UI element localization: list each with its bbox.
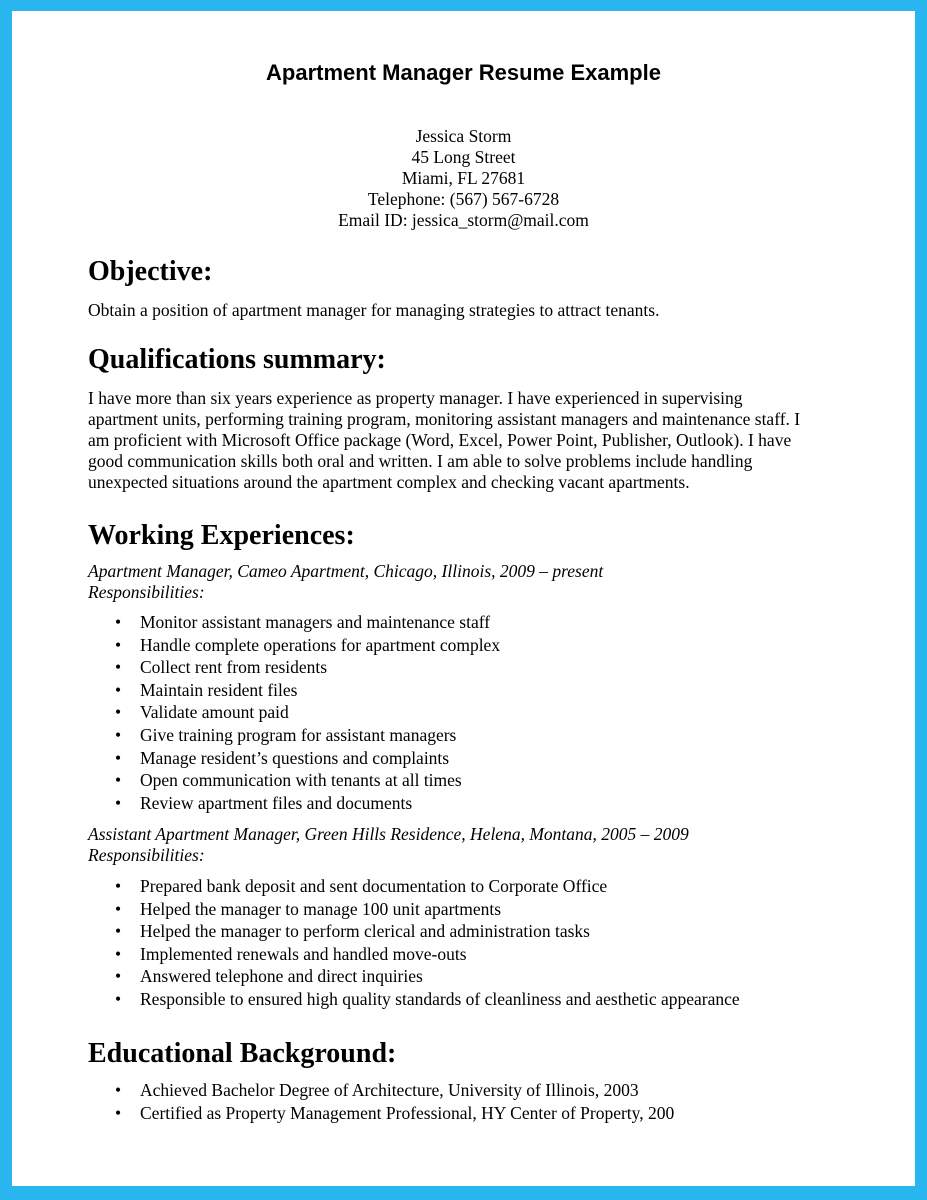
bullet: • bbox=[115, 966, 122, 987]
experience-heading: Working Experiences: bbox=[88, 520, 355, 551]
job-1-responsibilities-list bbox=[88, 611, 500, 814]
qualifications-heading: Qualifications summary: bbox=[88, 344, 386, 375]
contact-city: Miami, FL 27681 bbox=[401, 168, 526, 188]
qualifications-text bbox=[88, 388, 888, 493]
qualifications-line: I have more than six years experience as property manager. I have experienced in supervising bbox=[88, 388, 743, 408]
education-list bbox=[88, 1079, 674, 1124]
list-item bbox=[88, 724, 500, 747]
list-item bbox=[88, 701, 500, 724]
list-item bbox=[88, 943, 740, 966]
bullet: • bbox=[115, 679, 122, 700]
list-item-text: Review apartment files and documents bbox=[140, 792, 413, 813]
bullet: • bbox=[115, 1102, 122, 1123]
list-item-text: Implemented renewals and handled move-outs bbox=[140, 943, 467, 964]
list-item-text: Give training program for assistant managers bbox=[140, 724, 457, 745]
list-item bbox=[88, 1102, 674, 1125]
job-2-responsibilities-list bbox=[88, 875, 740, 1011]
list-item bbox=[88, 898, 740, 921]
bullet: • bbox=[115, 876, 122, 896]
bullet: • bbox=[115, 988, 122, 1009]
bullet: • bbox=[115, 657, 122, 678]
job-2-header bbox=[88, 824, 689, 866]
objective-text: Obtain a position of apartment manager for managing strategies to attract tenants. bbox=[88, 300, 660, 320]
page-title: Apartment Manager Resume Example bbox=[266, 60, 661, 85]
bullet: • bbox=[115, 612, 122, 632]
bullet: • bbox=[115, 792, 122, 813]
list-item bbox=[88, 988, 740, 1011]
bullet: • bbox=[115, 921, 122, 942]
contact-email: Email ID: jessica_storm@mail.com bbox=[338, 210, 589, 230]
contact-name: Jessica Storm bbox=[415, 126, 512, 146]
bullet: • bbox=[115, 702, 122, 723]
list-item bbox=[88, 792, 500, 815]
list-item bbox=[88, 611, 500, 634]
list-item bbox=[88, 875, 740, 898]
bullet: • bbox=[115, 943, 122, 964]
list-item-text: Prepared bank deposit and sent documentation to Corporate Office bbox=[140, 876, 608, 896]
list-item bbox=[88, 1079, 674, 1102]
list-item bbox=[88, 747, 500, 770]
job-1-title: Apartment Manager, Cameo Apartment, Chicago, Illinois, 2009 – present bbox=[88, 561, 604, 581]
list-item-text: Helped the manager to perform clerical and administration tasks bbox=[140, 921, 590, 942]
education-heading: Educational Background: bbox=[88, 1038, 397, 1069]
bullet: • bbox=[115, 747, 122, 768]
objective-heading: Objective: bbox=[88, 256, 213, 287]
bullet: • bbox=[115, 898, 122, 919]
list-item-text: Achieved Bachelor Degree of Architecture, University of Illinois, 2003 bbox=[140, 1080, 639, 1100]
qualifications-line: am proficient with Microsoft Office package (Word, Excel, Power Point, Publisher, Outlook). I have bbox=[88, 430, 792, 450]
contact-block bbox=[0, 126, 927, 231]
list-item-text: Validate amount paid bbox=[140, 702, 289, 723]
list-item bbox=[88, 920, 740, 943]
list-item-text: Certified as Property Management Professional, HY Center of Property, 200 bbox=[140, 1102, 675, 1123]
list-item-text: Responsible to ensured high quality standards of cleanliness and aesthetic appearance bbox=[140, 988, 740, 1009]
list-item bbox=[88, 634, 500, 657]
bullet: • bbox=[115, 724, 122, 745]
list-item bbox=[88, 679, 500, 702]
list-item-text: Open communication with tenants at all times bbox=[140, 770, 462, 791]
list-item-text: Collect rent from residents bbox=[140, 657, 328, 678]
contact-street: 45 Long Street bbox=[411, 147, 516, 167]
job-1-responsibilities-label: Responsibilities: bbox=[88, 582, 205, 602]
list-item-text: Helped the manager to manage 100 unit apartments bbox=[140, 898, 502, 919]
list-item-text: Maintain resident files bbox=[140, 679, 298, 700]
list-item-text: Answered telephone and direct inquiries bbox=[140, 966, 423, 987]
list-item bbox=[88, 656, 500, 679]
list-item-text: Monitor assistant managers and maintenance staff bbox=[140, 612, 491, 632]
qualifications-line: apartment units, performing training program, monitoring assistant managers and maintenance staff. I bbox=[88, 409, 801, 429]
list-item bbox=[88, 965, 740, 988]
bullet: • bbox=[115, 1080, 122, 1100]
bullet: • bbox=[115, 770, 122, 791]
qualifications-line: unexpected situations around the apartment complex and checking vacant apartments. bbox=[88, 472, 690, 492]
job-1-header bbox=[88, 561, 603, 603]
list-item-text: Handle complete operations for apartment complex bbox=[140, 634, 501, 655]
job-2-responsibilities-label: Responsibilities: bbox=[88, 845, 205, 865]
bullet: • bbox=[115, 634, 122, 655]
list-item-text: Manage resident’s questions and complaints bbox=[140, 747, 450, 768]
job-2-title: Assistant Apartment Manager, Green Hills Residence, Helena, Montana, 2005 – 2009 bbox=[88, 824, 689, 844]
contact-telephone: Telephone: (567) 567-6728 bbox=[367, 189, 560, 209]
qualifications-line: good communication skills both oral and written. I am able to solve problems include handling bbox=[88, 451, 753, 471]
list-item bbox=[88, 769, 500, 792]
